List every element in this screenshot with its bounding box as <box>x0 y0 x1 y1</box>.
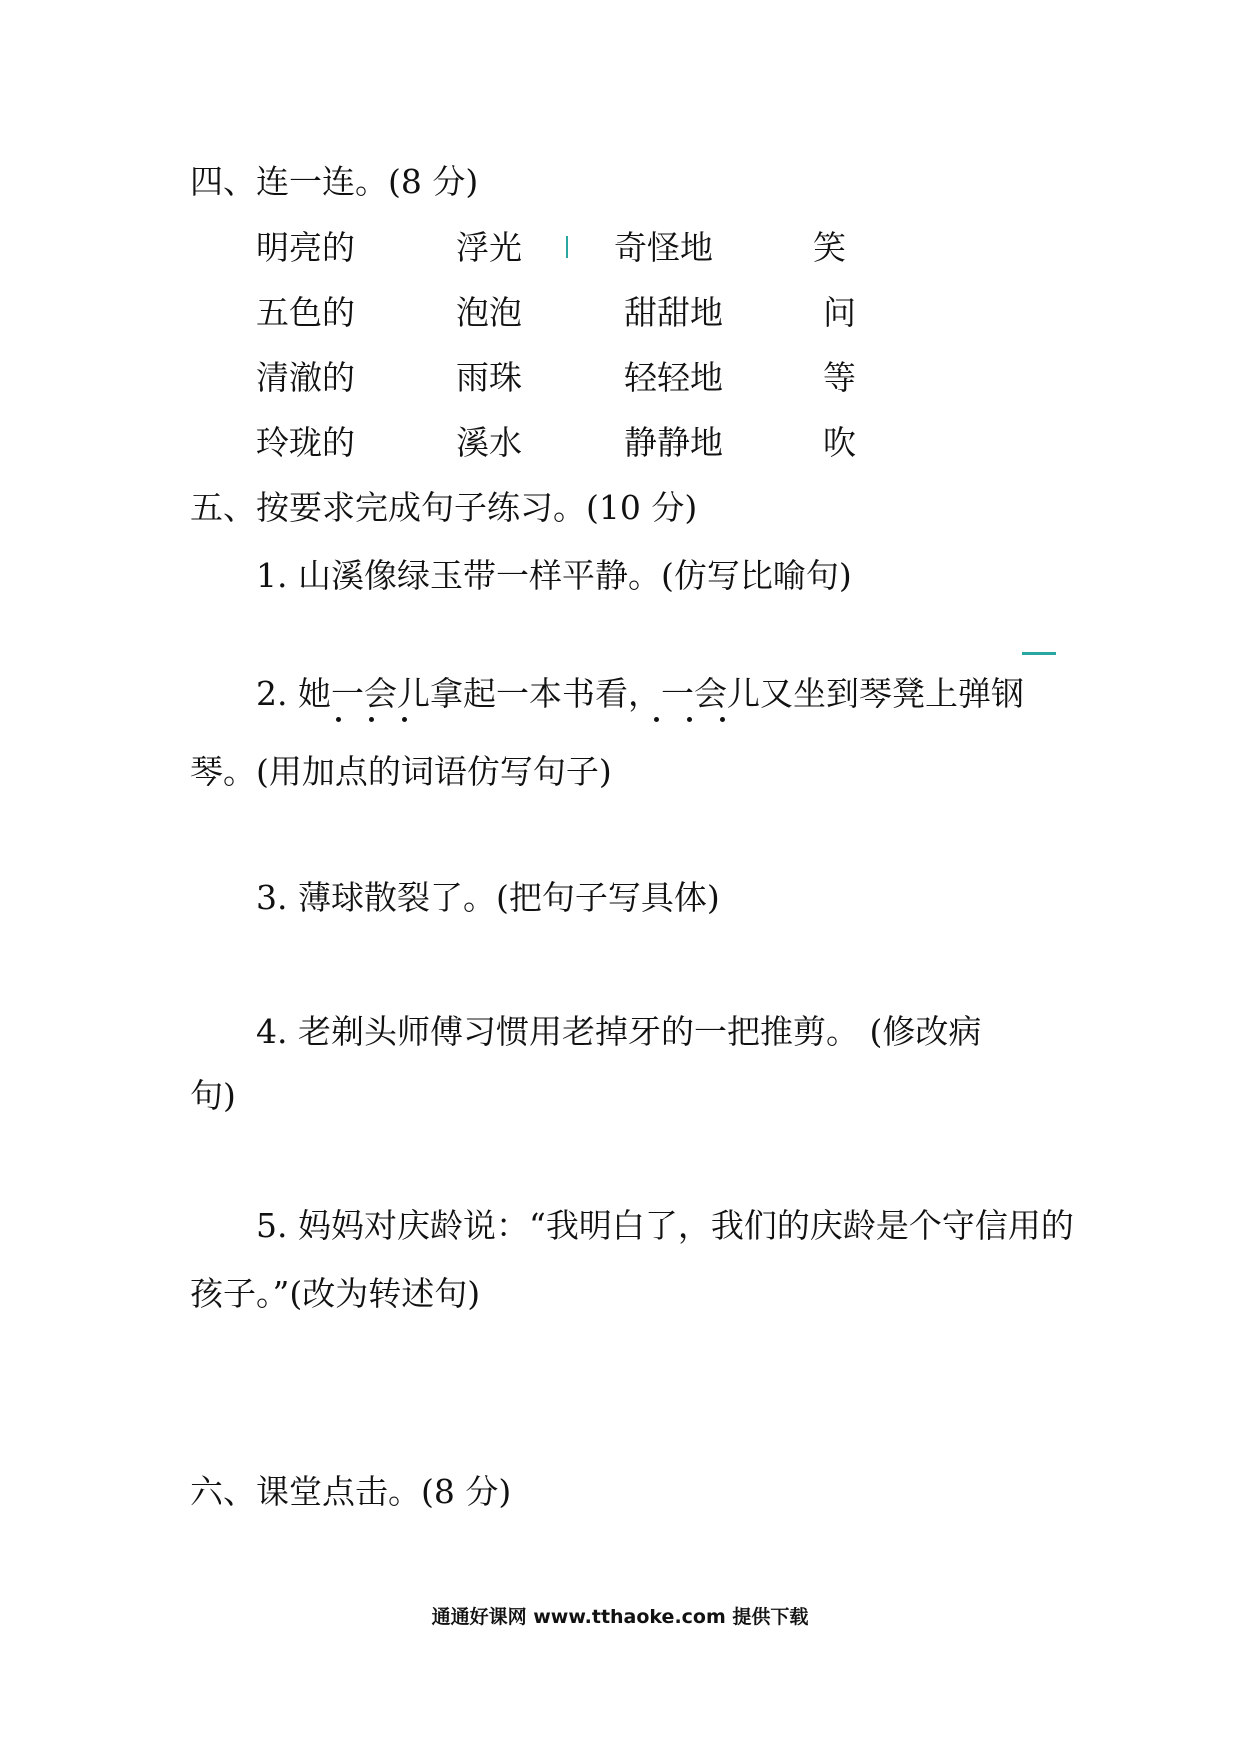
match-cell: 明亮的 <box>256 228 355 267</box>
match-cell: 雨珠 <box>456 358 522 397</box>
match-cell: 轻轻地 <box>624 358 723 397</box>
match-cell: 五色的 <box>256 293 355 332</box>
question-2-line2: 琴。(用加点的词语仿写句子) <box>190 752 612 791</box>
accent-dash-mark <box>1022 652 1056 655</box>
match-cell: 清澈的 <box>256 358 355 397</box>
question-1: 1. 山溪像绿玉带一样平静。(仿写比喻句) <box>256 556 852 595</box>
section5-title: 五、按要求完成句子练习。(10 分) <box>190 488 698 527</box>
footer-credit: 通通好课网 www.tthaoke.com 提供下载 <box>431 1606 809 1628</box>
section6-title: 六、课堂点击。(8 分) <box>190 1472 512 1511</box>
accent-tick-mark <box>566 236 568 258</box>
match-cell: 吹 <box>823 423 856 462</box>
question-3: 3. 薄球散裂了。(把句子写具体) <box>256 878 720 917</box>
match-cell: 问 <box>823 293 856 332</box>
match-cell: 泡泡 <box>456 293 522 332</box>
question-5-line2: 孩子。”(改为转述句) <box>190 1274 481 1313</box>
question-4-line1: 4. 老剃头师傅习惯用老掉牙的一把推剪。 (修改病 <box>256 1012 982 1051</box>
match-cell: 玲珑的 <box>256 423 355 462</box>
match-cell: 笑 <box>813 228 846 267</box>
match-cell: 浮光 <box>456 228 522 267</box>
question-4-line2: 句) <box>190 1076 236 1115</box>
match-cell: 奇怪地 <box>614 228 713 267</box>
match-cell: 静静地 <box>624 423 723 462</box>
match-cell: 等 <box>823 358 856 397</box>
question-5-line1: 5. 妈妈对庆龄说：“我明白了，我们的庆龄是个守信用的 <box>256 1206 1074 1245</box>
section4-title: 四、连一连。(8 分) <box>190 162 479 201</box>
match-cell: 溪水 <box>456 423 522 462</box>
question-2-line1: 2. 她一会儿拿起一本书看，一会儿又坐到琴凳上弹钢 <box>256 674 1024 713</box>
match-cell: 甜甜地 <box>624 293 723 332</box>
